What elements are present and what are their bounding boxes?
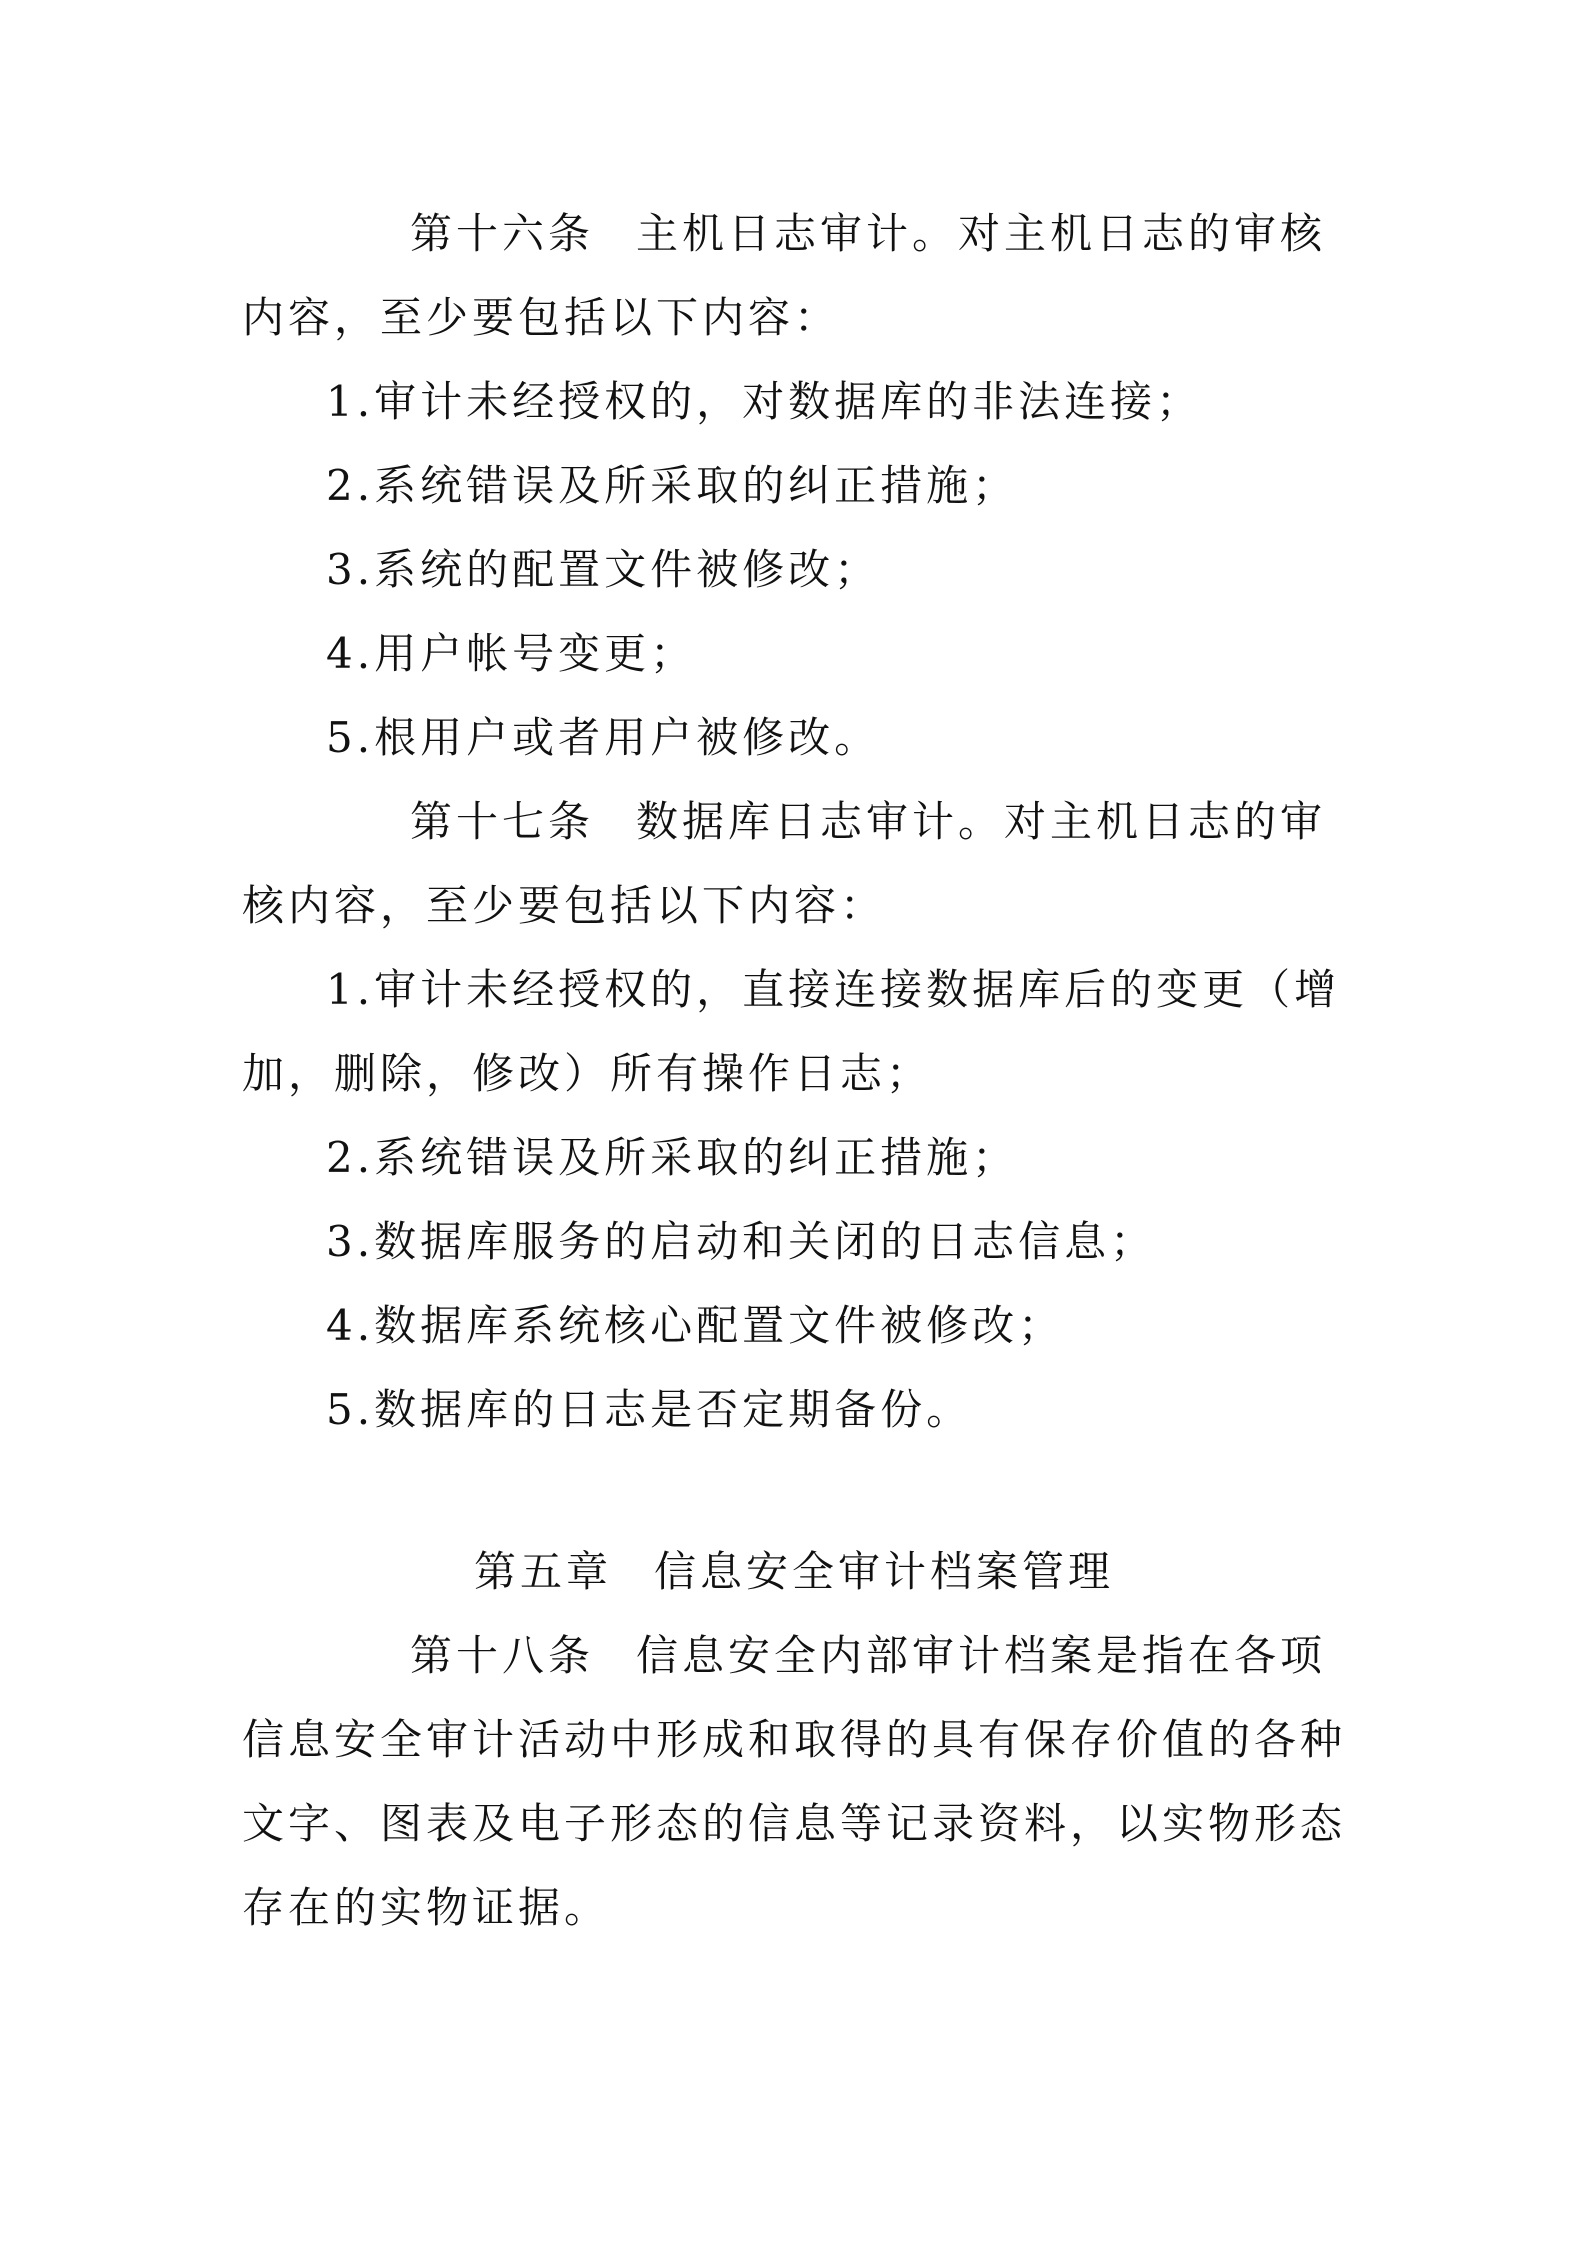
article-17-number: 第十七条 xyxy=(410,797,595,846)
article-17-item-2: 2.系统错误及所采取的纠正措施； xyxy=(326,1133,1019,1182)
article-16-item-2: 2.系统错误及所采取的纠正措施； xyxy=(326,461,1019,510)
article-18-body: 信息安全内部审计档案是指在各项信息安全审计活动中形成和取得的具有保存价值的各种文字、图表及电子形态的信息等记录资料，以实物形态存在的实物证据。 xyxy=(242,1631,1347,1932)
article-16-item-1: 1.审计未经授权的，对数据库的非法连接； xyxy=(326,377,1203,426)
chapter-5-number: 第五章 xyxy=(473,1547,612,1596)
article-16-body: 主机日志审计。对主机日志的审核内容，至少要包括以下内容： xyxy=(242,209,1327,342)
article-18 xyxy=(242,1614,1346,1950)
article-17-item-5: 5.数据库的日志是否定期备份。 xyxy=(326,1385,973,1434)
chapter-5-title: 信息安全审计档案管理 xyxy=(654,1547,1115,1596)
article-16-number: 第十六条 xyxy=(410,209,595,258)
articles-16-17 xyxy=(242,192,1346,1452)
article-17-body: 数据库日志审计。对主机日志的审核内容，至少要包括以下内容： xyxy=(242,797,1327,930)
article-17-paragraph xyxy=(242,780,1346,948)
article-17-item-1: 1.审计未经授权的，直接连接数据库后的变更（增加，删除，修改）所有操作日志； xyxy=(242,965,1341,1098)
article-16-item-4: 4.用户帐号变更； xyxy=(326,629,697,678)
article-18-number: 第十八条 xyxy=(410,1631,595,1680)
article-17-item-3: 3.数据库服务的启动和关闭的日志信息； xyxy=(326,1217,1157,1266)
article-16-item-3: 3.系统的配置文件被修改； xyxy=(326,545,881,594)
article-17-item-4: 4.数据库系统核心配置文件被修改； xyxy=(326,1301,1065,1350)
chapter-5-heading xyxy=(242,1530,1346,1614)
article-16-item-5: 5.根用户或者用户被修改。 xyxy=(326,713,881,762)
article-18-paragraph xyxy=(242,1614,1346,1950)
article-16-paragraph xyxy=(242,192,1346,360)
